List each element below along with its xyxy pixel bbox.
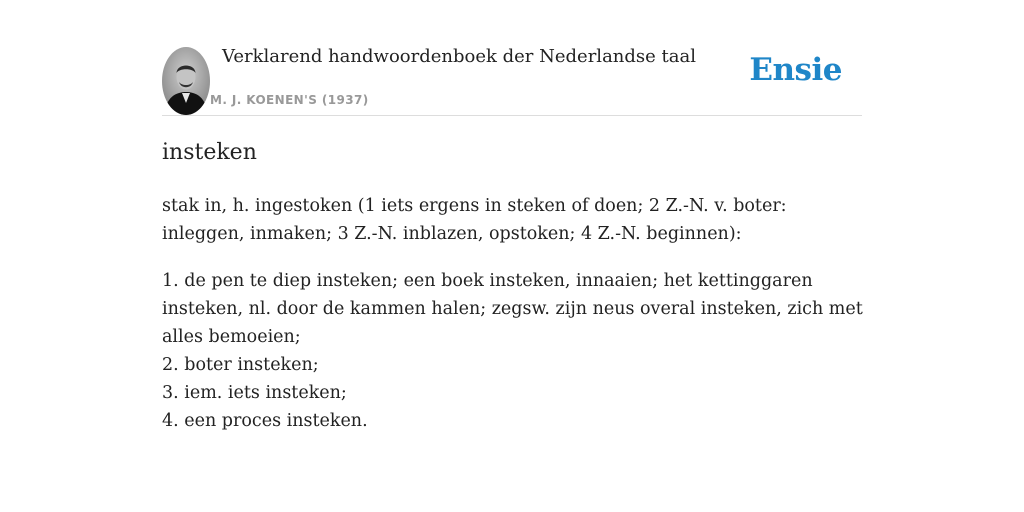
entry-content	[162, 192, 867, 435]
author-portrait-icon	[162, 47, 210, 115]
entry-sense: 1. de pen te diep insteken; een boek insteken, innaaien; het kettinggaren insteken, nl. door de kammen halen; zegsw. zijn neus overal insteken, zich met alles bemoeien;	[162, 271, 863, 347]
entry-sense: 4. een proces insteken.	[162, 411, 368, 431]
entry-headword: insteken	[162, 140, 257, 165]
entry-grammar: stak in, h. ingestoken (1 iets ergens in steken of doen; 2 Z.-N. v. boter: inleggen, inmaken; 3 Z.-N. inblazen, opstoken; 4 Z.-N. beginnen):	[162, 196, 787, 244]
book-title: Verklarend handwoordenboek der Nederlandse taal	[222, 46, 696, 67]
header	[162, 40, 862, 116]
entry-sense: 2. boter insteken;	[162, 355, 319, 375]
book-author: M. J. KOENEN'S (1937)	[210, 93, 369, 107]
entry-sense: 3. iem. iets insteken;	[162, 383, 347, 403]
ensie-logo-link[interactable]: Ensie	[749, 52, 842, 88]
entry-senses	[162, 267, 867, 435]
